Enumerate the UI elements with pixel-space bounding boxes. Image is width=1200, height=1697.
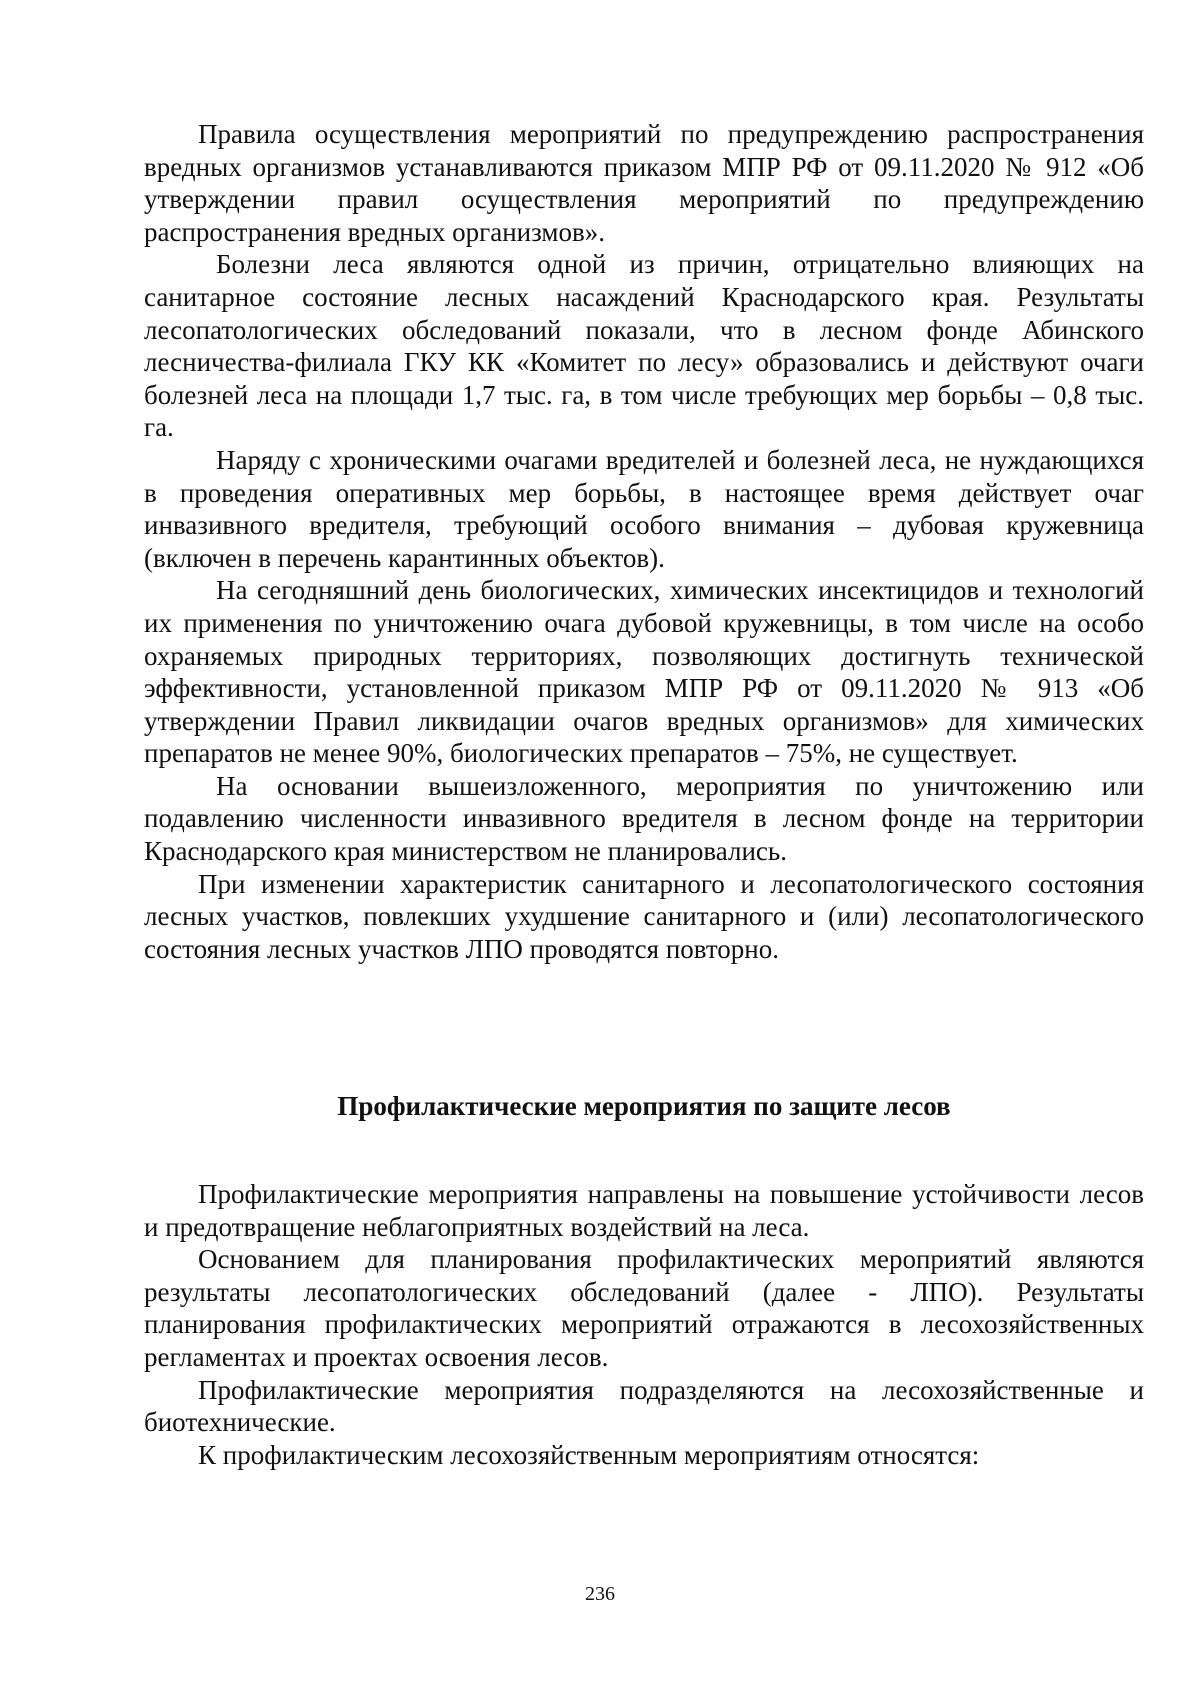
paragraph-conclusion: На основании вышеизложенного, мероприятия по уничтожению или подавлению численности инвазивного вредителя в лесном фонде на территории Краснодарского края министерством не планировались. xyxy=(144,770,1144,867)
section-preventive-measures xyxy=(144,1178,1144,1471)
paragraph-forest-diseases: Болезни леса являются одной из причин, отрицательно влияющих на санитарное состояние лесных насаждений Краснодарского края. Результаты лесопатологических обследований показали, что в лесном фонде Абинского лесничества-филиала ГКУ КК «Комитет по лесу» образовались и действуют очаги болезней леса на площади 1,7 тыс. га, в том числе требующих мер борьбы – 0,8 тыс. га. xyxy=(144,249,1144,443)
paragraph-rules: Правила осуществления мероприятий по предупреждению распространения вредных организмов устанавливаются приказом МПР РФ от 09.11.2020 № 912 «Об утверждении правил осуществления мероприятий по предупреждению распространения вредных организмов». xyxy=(144,119,1144,247)
paragraph-invasive-pest: Наряду с хроническими очагами вредителей и болезней леса, не нуждающихся в проведения оперативных мер борьбы, в настоящее время действует очаг инвазивного вредителя, требующий особого внимания – дубовая кружевница (включен в перечень карантинных объектов). xyxy=(144,444,1144,573)
section-heading: Профилактические мероприятия по защите лесов xyxy=(337,1091,951,1121)
paragraph-planning-basis: Основанием для планирования профилактических мероприятий являются результаты лесопатологических обследований (далее - ЛПО). Результаты планирования профилактических мероприятий отражаются в лесохозяйственных регламентах и проектах освоения лесов. xyxy=(144,1244,1144,1372)
page-number: 236 xyxy=(585,1583,615,1605)
paragraph-insecticides: На сегодняшний день биологических, химических инсектицидов и технологий их применения по уничтожению очага дубовой кружевницы, в том числе на особо охраняемых природных территориях, позволяющих достигнуть технической эффективности, установленной приказом МПР РФ от 09.11.2020 № 913 «Об утверждении Правил ликвидации очагов вредных организмов» для химических препаратов не менее 90%, биологических препаратов – 75%, не существует. xyxy=(144,575,1144,769)
paragraph-list-intro: К профилактическим лесохозяйственным мероприятиям относятся: xyxy=(198,1439,980,1470)
paragraph-preventive-purpose: Профилактические мероприятия направлены на повышение устойчивости лесов и предотвращение неблагоприятных воздействий на леса. xyxy=(144,1179,1144,1242)
section-forest-diseases xyxy=(144,118,1144,965)
paragraph-measure-types: Профилактические мероприятия подразделяются на лесохозяйственные и биотехнические. xyxy=(144,1374,1144,1438)
paragraph-repeat-inspection: При изменении характеристик санитарного и лесопатологического состояния лесных участков, повлекших ухудшение санитарного и (или) лесопатологического состояния лесных участков ЛПО проводятся повторно. xyxy=(144,868,1144,964)
